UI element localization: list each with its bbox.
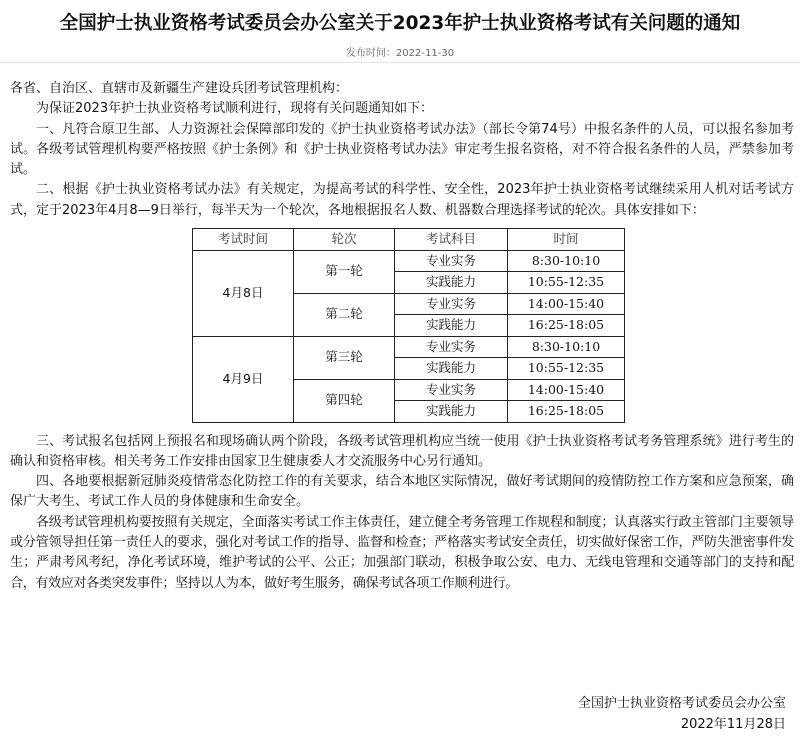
header-time: 时间 <box>508 229 625 251</box>
time-cell: 8:30-10:10 <box>508 250 625 272</box>
signature-organization: 全国护士执业资格考试委员会办公室 <box>577 696 786 711</box>
time-cell: 10:55-12:35 <box>508 272 625 294</box>
signature-date: 2022年11月28日 <box>680 717 786 732</box>
subject-cell: 实践能力 <box>395 401 508 423</box>
round-cell: 第二轮 <box>294 293 395 336</box>
time-cell: 10:55-12:35 <box>508 358 625 380</box>
subject-cell: 实践能力 <box>395 315 508 337</box>
item-2-paragraph: 二、根据《护士执业资格考试办法》有关规定，为提高考试的科学性、安全性，2023年护士执业资格考试继续采用人机对话考试方式，定于2023年4月8—9日举行，每半天为一个轮次，各地根据报名人数、机器数合理选择考试的轮次。具体安排如下： <box>10 182 794 218</box>
subject-cell: 专业实务 <box>395 293 508 315</box>
notice-body <box>10 79 794 594</box>
exam-date-cell: 4月9日 <box>193 336 294 422</box>
time-cell: 16:25-18:05 <box>508 401 625 423</box>
header-round: 轮次 <box>294 229 395 251</box>
schedule-header-row <box>193 229 625 251</box>
item-1-paragraph: 一、凡符合原卫生部、人力资源社会保障部印发的《护士执业资格考试办法》（部长令第74号）中报名条件的人员，可以报名参加考试。各级考试管理机构要严格按照《护士条例》和《护士执业资格考试办法》审定考生报名资格，对不符合报名条件的人员，严禁参加考试。 <box>10 121 794 178</box>
round-cell: 第一轮 <box>294 250 395 293</box>
header-divider <box>0 62 800 63</box>
subject-cell: 实践能力 <box>395 358 508 380</box>
subject-cell: 专业实务 <box>395 379 508 401</box>
subject-cell: 专业实务 <box>395 336 508 358</box>
time-cell: 14:00-15:40 <box>508 293 625 315</box>
salutation: 各省、自治区、直辖市及新疆生产建设兵团考试管理机构： <box>10 81 349 96</box>
time-cell: 8:30-10:10 <box>508 336 625 358</box>
notice-title: 全国护士执业资格考试委员会办公室关于2023年护士执业资格考试有关问题的通知 <box>59 13 741 34</box>
item-3-paragraph: 三、考试报名包括网上预报名和现场确认两个阶段，各级考试管理机构应当统一使用《护士执业资格考试考务管理系统》进行考生的确认和资格审核。相关考务工作安排由国家卫生健康委人才交流服务中心另行通知。 <box>10 433 794 469</box>
signature-block <box>578 693 786 735</box>
item-4-paragraph: 四、各地要根据新冠肺炎疫情常态化防控工作的有关要求，结合本地区实际情况，做好考试期间的疫情防控工作方案和应急预案，确保广大考生、考试工作人员的身体健康和生命安全。 <box>10 474 794 510</box>
time-cell: 16:25-18:05 <box>508 315 625 337</box>
exam-date-cell: 4月8日 <box>193 250 294 336</box>
time-cell: 14:00-15:40 <box>508 379 625 401</box>
header-subject: 考试科目 <box>395 229 508 251</box>
round-cell: 第三轮 <box>294 336 395 379</box>
closing-paragraph: 各级考试管理机构要按照有关规定，全面落实考试工作主体责任，建立健全考务管理工作规程和制度；认真落实行政主管部门主要领导或分管领导担任第一责任人的要求，强化对考试工作的指导、监督和检查；严格落实考试安全责任，切实做好保密工作，严防失泄密事件发生；严肃考风考纪，净化考试环境，维护考试的公平、公正；加强部门联动，积极争取公安、电力、无线电管理和交通等部门的支持和配合，有效应对各类突发事件；坚持以人为本，做好考生服务，确保考试各项工作顺利进行。 <box>10 514 794 591</box>
intro-paragraph: 为保证2023年护士执业资格考试顺利进行，现将有关问题通知如下： <box>36 101 434 117</box>
publish-date: 发布时间：2022-11-30 <box>345 48 455 59</box>
schedule-table <box>192 228 625 423</box>
subject-cell: 实践能力 <box>395 272 508 294</box>
table-row <box>193 336 625 358</box>
round-cell: 第四轮 <box>294 379 395 422</box>
subject-cell: 专业实务 <box>395 250 508 272</box>
schedule-table-wrapper <box>192 228 794 423</box>
table-row <box>193 250 625 272</box>
header-exam-date: 考试时间 <box>193 229 294 251</box>
